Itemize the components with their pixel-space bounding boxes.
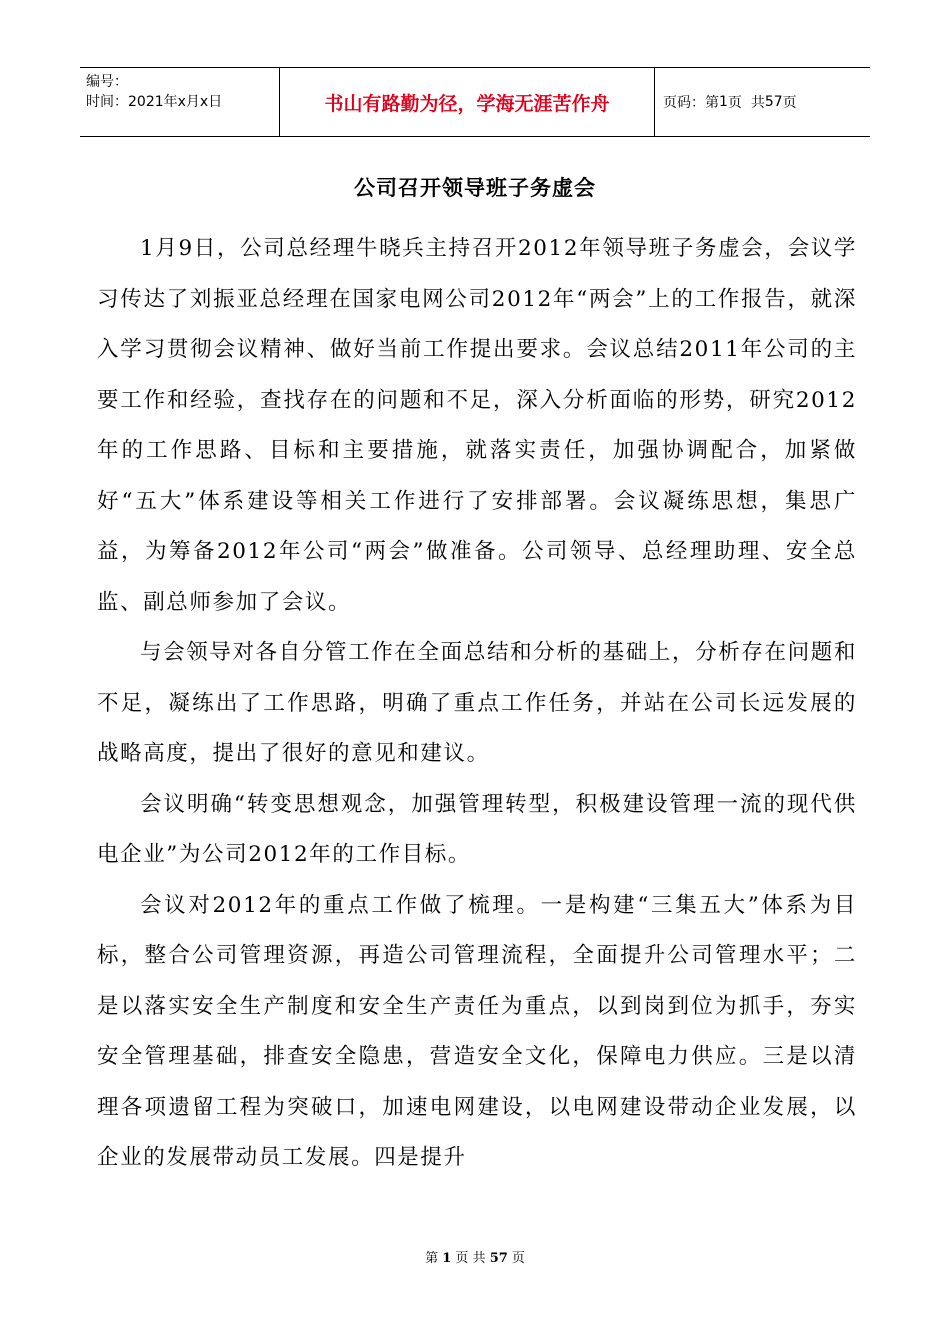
document-time-label: 时间：2021年x月x日 [86,94,223,110]
paragraph: 1月9日，公司总经理牛晓兵主持召开2012年领导班子务虚会，会议学习传达了刘振亚总经理在国家电网公司2012年“两会”上的工作报告，就深入学习贯彻会议精神、做好当前工作提出要求。会议总结2011年公司的主要工作和经验，查找存在的问题和不足，深入分析面临的形势，研究2012年的工作思路、目标和主要措施，就落实责任，加强协调配合，加紧做好“五大”体系建设等相关工作进行了安排部署。会议凝练思想，集思广益，为筹备2012年公司“两会”做准备。公司领导、总经理助理、安全总监、副总师参加了会议。 [97,236,857,615]
footer-current-page: 1 [442,1251,452,1266]
paragraph: 与会领导对各自分管工作在全面总结和分析的基础上，分析存在问题和不足，凝练出了工作思路，明确了重点工作任务，并站在公司长远发展的战略高度，提出了很好的意见和建议。 [97,640,857,766]
paragraph: 会议明确“转变思想观念，加强管理转型，积极建设管理一流的现代供电企业”为公司2012年的工作目标。 [97,791,857,867]
page-mid-label: 页 共 [727,95,765,111]
page-label: 页码：第 [663,95,719,111]
footer-prefix: 第 [425,1251,439,1266]
document-number-label: 编号： [86,74,128,90]
header-page-info [655,68,870,136]
footer-mid: 页 共 [455,1251,486,1266]
header-meta-cell [80,68,280,136]
page-total: 57 [764,94,783,110]
page-current: 1 [719,94,728,110]
footer-total-pages: 57 [489,1251,508,1266]
paragraph: 会议对2012年的重点工作做了梳理。一是构建“三集五大”体系为目标，整合公司管理资源，再造公司管理流程，全面提升公司管理水平；二是以落实安全生产制度和安全生产责任为重点，以到岗到位为抓手，夯实安全管理基础，排查安全隐患，营造安全文化，保障电力供应。三是以清理各项遗留工程为突破口，加速电网建设，以电网建设带动企业发展，以企业的发展带动员工发展。四是提升 [97,892,857,1170]
document-body [97,224,857,1184]
page-header-table [80,67,870,137]
page-footer [0,1247,950,1266]
page-end-label: 页 [782,95,797,111]
document-title: 公司召开领导班子务虚会 [354,176,596,200]
footer-suffix: 页 [511,1251,525,1266]
header-motto: 书山有路勤为径，学海无涯苦作舟 [280,68,655,136]
